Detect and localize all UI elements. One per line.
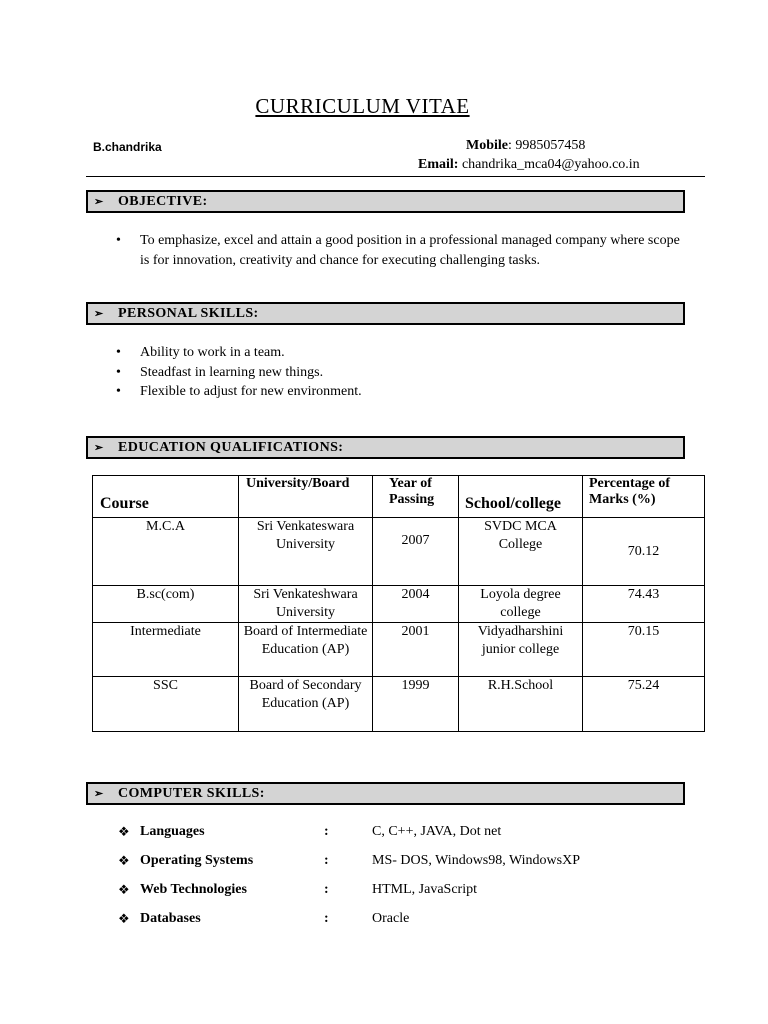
skill-label: Operating Systems bbox=[140, 853, 254, 868]
table-row bbox=[93, 623, 705, 677]
skill-separator: : bbox=[324, 882, 329, 897]
table-cell: 75.24 bbox=[583, 677, 705, 732]
table-cell: B.sc(com) bbox=[93, 586, 239, 623]
table-row bbox=[93, 677, 705, 732]
skill-text: Steadfast in learning new things. bbox=[140, 364, 324, 380]
table-cell: 70.12 bbox=[583, 518, 705, 586]
bullet-icon: • bbox=[116, 345, 121, 360]
arrow-bullet-icon: ➢ bbox=[94, 788, 104, 800]
education-heading: EDUCATION QUALIFICATIONS: bbox=[118, 440, 344, 455]
table-cell: 74.43 bbox=[583, 586, 705, 623]
mobile-label: Mobile bbox=[466, 138, 508, 153]
objective-list bbox=[116, 231, 686, 270]
list-item bbox=[116, 363, 676, 383]
list-item bbox=[116, 231, 686, 270]
skill-separator: : bbox=[324, 824, 329, 839]
skill-label: Databases bbox=[140, 911, 201, 926]
skill-value: C, C++, JAVA, Dot net bbox=[372, 824, 502, 839]
mobile-line bbox=[466, 138, 585, 154]
bullet-icon: • bbox=[116, 364, 121, 380]
table-cell: M.C.A bbox=[93, 518, 239, 586]
bullet-icon: • bbox=[116, 384, 121, 399]
table-cell: Loyola degree college bbox=[459, 586, 583, 623]
page-title: CURRICULUM VITAE bbox=[255, 94, 470, 118]
table-cell: 2007 bbox=[373, 518, 459, 586]
column-header-year: Year of Passing bbox=[373, 476, 459, 518]
table-row bbox=[93, 586, 705, 623]
skill-value: MS- DOS, Windows98, WindowsXP bbox=[372, 853, 580, 868]
arrow-bullet-icon: ➢ bbox=[94, 308, 104, 320]
personal-skills-list bbox=[116, 343, 676, 402]
objective-heading: OBJECTIVE: bbox=[118, 194, 208, 209]
mobile-number: : 9985057458 bbox=[508, 138, 586, 153]
skill-separator: : bbox=[324, 853, 329, 868]
table-cell: Board of Intermediate Education (AP) bbox=[239, 623, 373, 677]
education-table bbox=[92, 475, 705, 732]
skill-label: Web Technologies bbox=[140, 882, 247, 897]
table-cell: Vidyadharshini junior college bbox=[459, 623, 583, 677]
table-cell: SVDC MCA College bbox=[459, 518, 583, 586]
table-cell: 1999 bbox=[373, 677, 459, 732]
table-cell: 70.15 bbox=[583, 623, 705, 677]
skill-separator: : bbox=[324, 911, 329, 926]
column-header-school: School/college bbox=[459, 476, 583, 518]
column-header-percentage: Percentage of Marks (%) bbox=[583, 476, 705, 518]
skill-value: Oracle bbox=[372, 911, 410, 926]
computer-skills-heading-bar bbox=[86, 782, 685, 805]
arrow-bullet-icon: ➢ bbox=[94, 196, 104, 208]
list-item bbox=[116, 382, 676, 402]
table-cell: 2004 bbox=[373, 586, 459, 623]
table-header-row bbox=[93, 476, 705, 518]
table-cell: Sri Venkateswara University bbox=[239, 518, 373, 586]
list-item bbox=[116, 343, 676, 363]
column-header-course: Course bbox=[93, 476, 239, 518]
email-label: Email: bbox=[418, 157, 459, 172]
arrow-bullet-icon: ➢ bbox=[94, 442, 104, 454]
skill-value: HTML, JavaScript bbox=[372, 882, 477, 897]
education-heading-bar bbox=[86, 436, 685, 459]
email-line bbox=[418, 157, 640, 173]
personal-skills-heading: PERSONAL SKILLS: bbox=[118, 306, 259, 321]
skill-label: Languages bbox=[140, 824, 205, 839]
email-address: chandrika_mca04@yahoo.co.in bbox=[458, 157, 640, 172]
diamond-bullet-icon: ❖ bbox=[118, 911, 130, 926]
table-cell: Board of Secondary Education (AP) bbox=[239, 677, 373, 732]
table-cell: Sri Venkateshwara University bbox=[239, 586, 373, 623]
table-row bbox=[93, 518, 705, 586]
column-header-university: University/Board bbox=[239, 476, 373, 518]
skill-text: Flexible to adjust for new environment. bbox=[140, 384, 362, 399]
diamond-bullet-icon: ❖ bbox=[118, 882, 130, 897]
personal-skills-heading-bar bbox=[86, 302, 685, 325]
bullet-icon: • bbox=[116, 233, 121, 248]
table-cell: Intermediate bbox=[93, 623, 239, 677]
diamond-bullet-icon: ❖ bbox=[118, 824, 130, 839]
table-cell: 2001 bbox=[373, 623, 459, 677]
candidate-name: B.chandrika bbox=[93, 140, 162, 154]
computer-skills-heading: COMPUTER SKILLS: bbox=[118, 786, 265, 801]
header-divider bbox=[86, 176, 705, 177]
table-cell: SSC bbox=[93, 677, 239, 732]
diamond-bullet-icon: ❖ bbox=[118, 853, 130, 868]
objective-text: To emphasize, excel and attain a good position in a professional managed company where scope is for innovation, creativity and chance for executing challenging tasks. bbox=[140, 233, 680, 268]
table-cell: R.H.School bbox=[459, 677, 583, 732]
objective-heading-bar bbox=[86, 190, 685, 213]
skill-text: Ability to work in a team. bbox=[140, 345, 285, 360]
